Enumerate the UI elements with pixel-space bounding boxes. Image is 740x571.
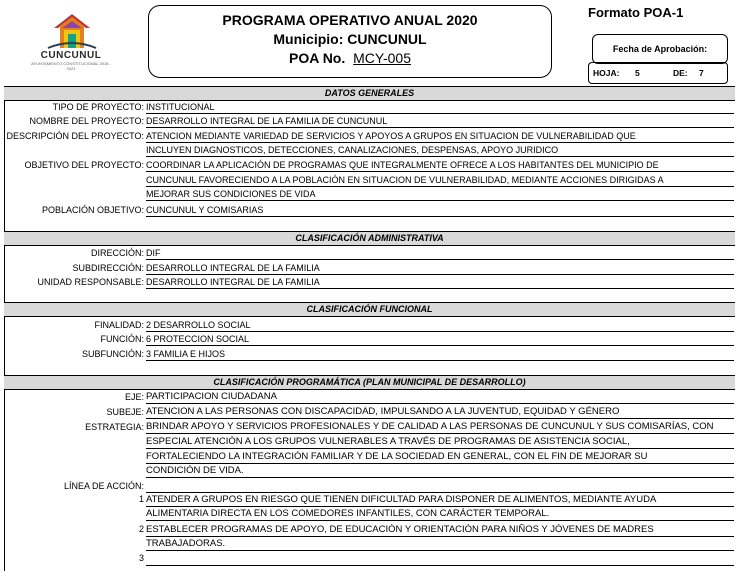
eje-value: PARTICIPACION CIUDADANA xyxy=(146,391,734,404)
poblacion-value: CUNCUNUL Y COMISARIAS xyxy=(146,204,734,217)
formato-label: Formato POA-1 xyxy=(588,5,684,20)
subfuncion-value: 3 FAMILIA E HIJOS xyxy=(146,348,734,361)
linea-num: 3 xyxy=(138,553,144,563)
funcion-label: FUNCIÓN: xyxy=(100,334,144,344)
linea-accion-label: LÍNEA DE ACCIÓN: xyxy=(63,481,144,491)
subfuncion-label: SUBFUNCIÓN: xyxy=(81,349,144,359)
document-title: PROGRAMA OPERATIVO ANUAL 2020 xyxy=(222,12,478,28)
nombre-value: DESARROLLO INTEGRAL DE LA FAMILIA DE CUNCUNUL xyxy=(146,115,734,128)
tipo-label: TIPO DE PROYECTO: xyxy=(52,102,144,112)
subeje-label: SUBEJE: xyxy=(106,407,144,417)
subdireccion-value: DESARROLLO INTEGRAL DE LA FAMILIA xyxy=(146,262,734,275)
section-clasificacion-administrativa: CLASIFICACIÓN ADMINISTRATIVA xyxy=(4,231,735,246)
descripcion-line: INCLUYEN DIAGNOSTICOS, DETECCIONES, CANALIZACIONES, DESPENSAS, APOYO JURIDICO xyxy=(146,144,734,157)
logo-name: CUNCUNUL xyxy=(40,50,102,61)
objetivo-line: MEJORAR SUS CONDICIONES DE VIDA xyxy=(146,188,734,201)
fecha-aprobacion-field: Fecha de Aprobación: xyxy=(592,34,728,64)
descripcion-label: DESCRIPCIÓN DEL PROYECTO: xyxy=(6,131,144,141)
linea-line: TRABAJADORAS. xyxy=(146,538,734,551)
poa-value: MCY-005 xyxy=(353,50,411,66)
subeje-value: ATENCION A LAS PERSONAS CON DISCAPACIDAD, IMPULSANDO A LA JUVENTUD, EQUIDAD Y GÉNERO xyxy=(146,406,734,419)
estrategia-line: CONDICIÓN DE VIDA. xyxy=(146,465,734,478)
poa-label: POA No. xyxy=(288,50,346,66)
finalidad-value: 2 DESARROLLO SOCIAL xyxy=(146,319,734,332)
objetivo-label: OBJETIVO DEL PROYECTO: xyxy=(24,160,144,170)
linea-line xyxy=(146,553,734,566)
estrategia-label: ESTRATEGIA: xyxy=(85,422,144,432)
linea-num: 2 xyxy=(138,524,144,534)
nombre-label: NOMBRE DEL PROYECTO: xyxy=(29,116,144,126)
section-datos-generales: DATOS GENERALES xyxy=(4,86,735,101)
section-clasificacion-funcional: CLASIFICACIÓN FUNCIONAL xyxy=(4,302,735,317)
linea-num: 1 xyxy=(138,494,144,504)
section-clasificacion-programatica: CLASIFICACIÓN PROGRAMÁTICA (PLAN MUNICIPAL DE DESARROLLO) xyxy=(4,375,735,390)
unidad-value: DESARROLLO INTEGRAL DE LA FAMILIA xyxy=(146,276,734,289)
linea-line: ATENDER A GRUPOS EN RIESGO QUE TIENEN DIFICULTAD PARA DISPONER DE ALIMENTOS, MEDIANTE AYUDA xyxy=(146,494,734,507)
estrategia-line: ESPECIAL ATENCIÓN A LOS GRUPOS VULNERABLES A TRAVÉS DE PROGRAMAS DE ASISTENCIA SOCIAL, xyxy=(146,436,734,449)
finalidad-label: FINALIDAD: xyxy=(94,320,144,330)
hoja-label: HOJA: xyxy=(593,68,620,78)
poblacion-label: POBLACIÓN OBJETIVO: xyxy=(41,205,144,215)
direccion-label: DIRECCIÓN: xyxy=(90,248,144,258)
unidad-label: UNIDAD RESPONSABLE: xyxy=(37,277,144,287)
hoja-value: 5 xyxy=(635,68,640,78)
municipio-line: Municipio: CUNCUNUL xyxy=(273,31,427,47)
left-border xyxy=(4,86,5,571)
linea-line: ALIMENTARIA DIRECTA EN LOS COMEDORES INFANTILES, CON CARÁCTER TEMPORAL. xyxy=(146,508,734,521)
linea-accion-header-line xyxy=(146,480,734,493)
de-label: DE: xyxy=(673,68,688,78)
poa-line xyxy=(149,50,551,66)
estrategia-line: BRINDAR APOYO Y SERVICIOS PROFESIONALES Y DE CALIDAD A LAS PERSONAS DE CUNCUNUL Y SUS COMISARÍAS, CON xyxy=(146,421,734,434)
municipal-logo xyxy=(40,8,104,50)
eje-label: EJE: xyxy=(124,392,144,402)
direccion-value: DIF xyxy=(146,247,734,260)
tipo-value: INSTITUCIONAL xyxy=(146,101,734,114)
descripcion-line: ATENCION MEDIANTE VARIEDAD DE SERVICIOS Y APOYOS A GRUPOS EN SITUACION DE VULNERABILIDAD QUE xyxy=(146,130,734,143)
linea-line: ESTABLECER PROGRAMAS DE APOYO, DE EDUCACIÓN Y ORIENTACIÓN PARA NIÑOS Y JÓVENES DE MADRES xyxy=(146,524,734,537)
estrategia-line: FORTALECIENDO LA INTEGRACIÓN FAMILIAR Y DE LA SOCIEDAD EN GENERAL, CON EL FIN DE MEJORAR SU xyxy=(146,451,734,464)
de-value: 7 xyxy=(699,68,704,78)
subdireccion-label: SUBDIRECCIÓN: xyxy=(72,263,144,273)
logo-subtitle: AYUNTAMIENTO CONSTITUCIONAL 2018 - 2021 xyxy=(31,61,111,71)
objetivo-line: COORDINAR LA APLICACIÓN DE PROGRAMAS QUE INTEGRALMENTE OFRECE A LOS HABITANTES DEL MUNICIPIO DE xyxy=(146,159,734,172)
objetivo-line: CUNCUNUL FAVORECIENDO A LA POBLACIÓN EN SITUACION DE VULNERABILIDAD, MEDIANTE ACCIONES DIRIGIDAS A xyxy=(146,174,734,187)
funcion-value: 6 PROTECCION SOCIAL xyxy=(146,333,734,346)
hoja-box xyxy=(588,62,728,84)
title-box xyxy=(148,5,552,78)
